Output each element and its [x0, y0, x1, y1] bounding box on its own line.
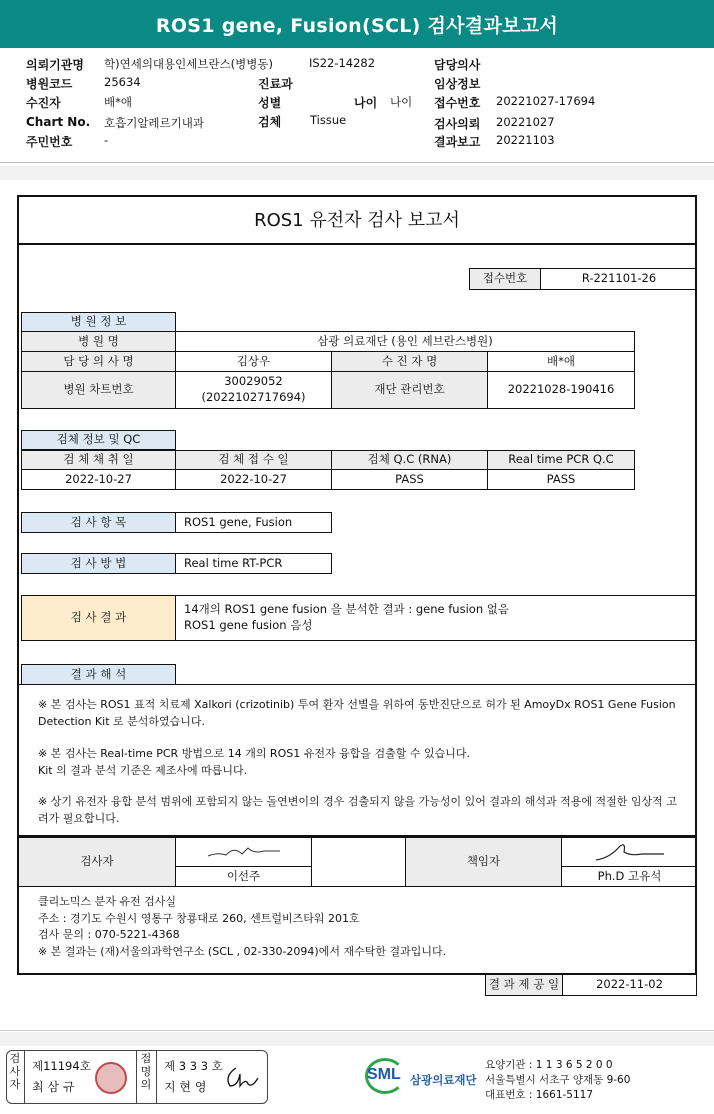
label-request-date: 검사의뢰 — [434, 117, 481, 131]
label-clinical-info: 임상정보 — [434, 77, 481, 91]
hospital-name-label: 병 원 명 — [21, 331, 176, 352]
stamp1-side: 검사자 — [9, 1052, 21, 1092]
patient-label: 수 진 자 명 — [331, 351, 488, 372]
stamp1-name: 최 삼 규 — [32, 1080, 75, 1094]
receipt-value: R-221101-26 — [540, 268, 697, 290]
interpretation-note-2a: ※ 본 검사는 Real-time PCR 방법으로 14 개의 ROS1 유전자 융합을 검출할 수 있습니다. — [38, 747, 470, 760]
chart-number-label: 병원 차트번호 — [21, 371, 176, 409]
value-age: 나이 — [390, 95, 413, 109]
responsible-signature-image — [590, 840, 670, 864]
footer-rule — [0, 1030, 714, 1031]
patient-value: 배*애 — [487, 351, 635, 372]
foundation-no-label: 재단 관리번호 — [331, 371, 488, 409]
org-info — [485, 1058, 630, 1104]
hospital-name-value: 삼광 의료재단 (용인 세브란스병원) — [175, 331, 635, 352]
org-address: 서울특별시 서초구 양재동 9-60 — [485, 1074, 631, 1087]
stamp2-signature — [222, 1064, 262, 1092]
label-age: 나이 — [354, 96, 378, 110]
spec-header-pcr-qc: Real time PCR Q.C — [487, 450, 635, 470]
label-hospital-code: 병원코드 — [26, 77, 73, 91]
receipt-label: 접수번호 — [469, 268, 541, 290]
value-specimen: Tissue — [310, 113, 347, 127]
interpretation-label: 결 과 해 석 — [21, 664, 176, 685]
lab-address: 주소 : 경기도 수원시 영통구 창룡대로 260, 센트럴비즈타워 201호 — [38, 911, 360, 925]
test-result-value — [175, 595, 696, 641]
result-line-2: ROS1 gene fusion 음성 — [184, 618, 313, 632]
lab-name: 클리노믹스 분자 유전 검사실 — [38, 895, 177, 908]
value-patient: 배*애 — [104, 95, 132, 109]
value-request-date: 20221027 — [496, 115, 555, 129]
spec-value-collect: 2022-10-27 — [21, 469, 176, 490]
label-patient: 수진자 — [26, 96, 61, 110]
spec-value-receive: 2022-10-27 — [175, 469, 332, 490]
tester-label: 검사자 — [19, 837, 176, 887]
label-sex: 성별 — [258, 96, 282, 110]
blank-cell — [311, 837, 406, 887]
value-hospital-code: 25634 — [104, 75, 141, 89]
chart-number-line1: 30029052 — [224, 374, 283, 389]
value-chart-no: 호흡기알레르기내과 — [104, 116, 204, 130]
chart-number-value — [175, 371, 332, 409]
stamp2-name: 지 현 영 — [164, 1080, 207, 1094]
stamp-divider-1 — [24, 1050, 25, 1104]
doctor-value: 김상우 — [175, 351, 332, 372]
interpretation-note-2b: Kit 의 결과 분석 기준은 제조사에 따릅니다. — [38, 764, 248, 777]
lab-info — [38, 894, 678, 960]
responsible-signature — [561, 837, 697, 867]
provide-date-label: 결 과 제 공 일 — [485, 974, 563, 996]
org-code: 요양기관 : 1 1 3 6 5 2 0 0 — [485, 1059, 613, 1071]
provide-date-value: 2022-11-02 — [562, 974, 697, 996]
value-requesting-institution: 학)연세의대용인세브란스(병병동) — [104, 57, 273, 71]
foundation-no-value: 20221028-190416 — [487, 371, 635, 409]
seal-icon — [95, 1062, 127, 1094]
stamp-divider-2 — [136, 1050, 137, 1104]
chart-number-line2: (2022102717694) — [201, 390, 306, 404]
responsible-name: Ph.D 고유석 — [561, 866, 697, 887]
label-receipt-no: 접수번호 — [434, 96, 481, 110]
header-divider — [0, 162, 714, 163]
org-phone: 대표번호 : 1661-5117 — [485, 1089, 594, 1102]
doctor-label: 담 당 의 사 명 — [21, 351, 176, 372]
test-method-label: 검 사 방 법 — [21, 553, 176, 574]
stamp2-number: 제 3 3 3 호 — [164, 1059, 223, 1073]
sml-org-name: 삼광의료재단 — [410, 1073, 477, 1087]
footer-gap — [0, 1032, 714, 1046]
stamp-divider-3 — [156, 1050, 157, 1104]
label-doctor: 담당의사 — [434, 58, 481, 72]
tester-name: 이선주 — [175, 866, 312, 887]
result-line-1: 14개의 ROS1 gene fusion 을 분석한 결과 : gene fusion 없음 — [184, 602, 509, 617]
hospital-section-label: 병 원 정 보 — [21, 312, 176, 332]
spec-value-rna-qc: PASS — [331, 469, 488, 490]
test-result-label: 검 사 결 과 — [21, 595, 176, 641]
lab-note: ※ 본 결과는 (재)서울의과학연구소 (SCL , 02-330-2094)에서 재수탁한 결과입니다. — [38, 944, 447, 958]
lab-contact: 검사 문의 : 070-5221-4368 — [38, 928, 180, 941]
stamp2-side: 접명의 — [140, 1052, 152, 1092]
spec-header-collect: 검 체 채 취 일 — [21, 450, 176, 470]
label-specimen: 검체 — [258, 115, 282, 129]
test-item-value: ROS1 gene, Fusion — [175, 512, 332, 533]
value-receipt-no: 20221027-17694 — [496, 94, 596, 108]
test-method-value: Real time RT-PCR — [175, 553, 332, 574]
label-report-date: 결과보고 — [434, 135, 481, 149]
spec-header-receive: 검 체 접 수 일 — [175, 450, 332, 470]
value-resident-no: - — [104, 133, 109, 147]
sml-logo-text: SML — [367, 1066, 401, 1083]
interpretation-note-3: ※ 상기 유전자 융합 분석 범위에 포함되지 않는 돌연변이의 경우 검출되지 않을 가능성이 있어 결과의 해석과 적용에 적절한 임상적 고려가 필요합니다. — [38, 795, 677, 826]
label-resident-no: 주민번호 — [26, 135, 73, 149]
report-header-title: ROS1 gene, Fusion(SCL) 검사결과보고서 — [0, 0, 714, 48]
section-gap — [0, 166, 714, 180]
interpretation-note-1: ※ 본 검사는 ROS1 표적 치료제 Xalkori (crizotinib) 투여 환자 선별을 위하여 동반진단으로 허가 된 AmoyDx ROS1 Gene Fusion Detection Kit 로 분석하였습니다. — [38, 698, 676, 729]
tester-signature-image — [204, 842, 284, 862]
spec-value-pcr-qc: PASS — [487, 469, 635, 490]
stamp1-number: 제11194호 — [32, 1059, 91, 1073]
value-report-date: 20221103 — [496, 133, 555, 147]
test-item-label: 검 사 항 목 — [21, 512, 176, 533]
value-institution-code: IS22-14282 — [309, 56, 376, 70]
tester-signature — [175, 837, 312, 867]
interpretation-divider — [19, 684, 697, 685]
report-title: ROS1 유전자 검사 보고서 — [17, 195, 697, 245]
label-requesting-institution: 의뢰기관명 — [26, 58, 84, 72]
label-department: 진료과 — [258, 77, 293, 91]
label-chart-no: Chart No. — [26, 115, 91, 129]
responsible-label: 책임자 — [405, 837, 562, 887]
spec-header-rna-qc: 검체 Q.C (RNA) — [331, 450, 488, 470]
specimen-section-label: 검체 정보 및 QC — [21, 430, 176, 450]
